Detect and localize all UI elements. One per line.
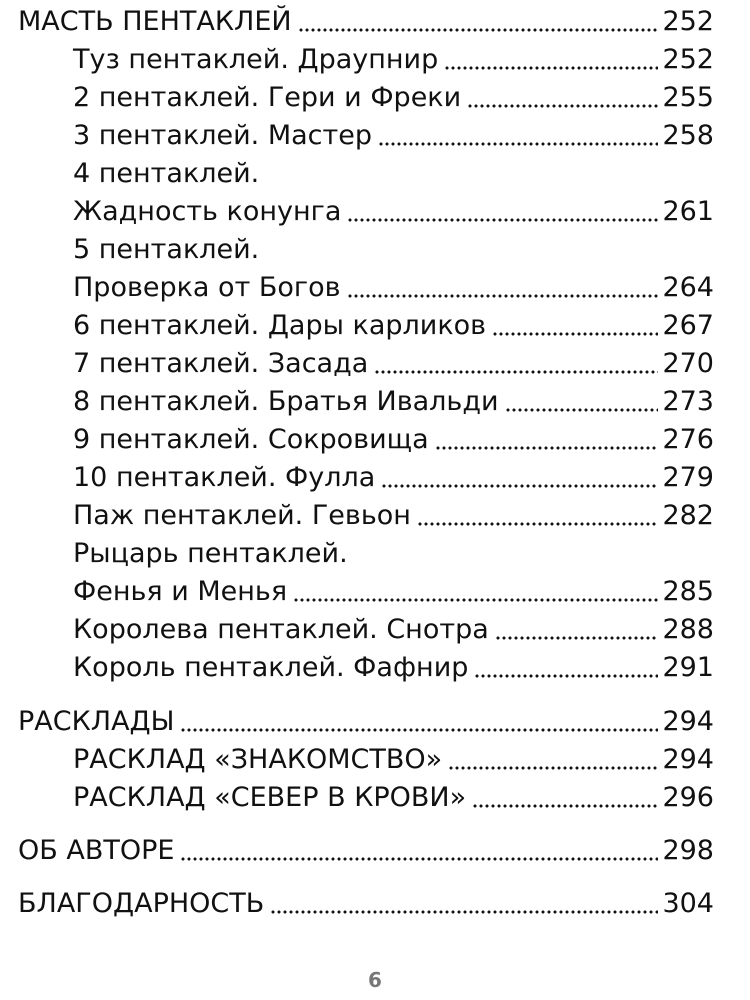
toc-entry-page: 304: [662, 888, 714, 919]
toc-entry-label: 7 пентаклей. Засада: [73, 348, 369, 379]
toc-entry-page: 258: [662, 120, 714, 151]
toc-entry-label: МАСТЬ ПЕНТАКЛЕЙ: [18, 6, 292, 37]
toc-entry-pentacles-suit[interactable]: [18, 3, 714, 41]
toc-entry-label: РАСКЛАД «ЗНАКОМСТВО»: [73, 744, 443, 775]
toc-entry-9-pentacles[interactable]: [73, 421, 714, 459]
toc-entry-2-pentacles[interactable]: [73, 79, 714, 117]
page-number: 6: [368, 968, 382, 992]
toc-entry-knight-pentacles[interactable]: [73, 573, 714, 611]
toc-entry-label: Фенья и Менья: [73, 576, 288, 607]
dot-leader: [492, 332, 658, 336]
dot-leader: [374, 370, 658, 374]
toc-entry-page-pentacles[interactable]: [73, 497, 714, 535]
dot-leader: [378, 142, 658, 146]
dot-leader: [474, 674, 658, 678]
toc-entry-about-author[interactable]: [18, 832, 714, 870]
toc-entry-page: 298: [662, 835, 714, 866]
toc-entry-label: 9 пентаклей. Сокровища: [73, 424, 429, 455]
toc-entry-label: Король пентаклей. Фафнир: [73, 652, 469, 683]
toc-entry-label: Проверка от Богов: [73, 272, 341, 303]
toc-entry-spread-acquaintance[interactable]: [73, 741, 714, 779]
toc-entry-page: 264: [662, 272, 714, 303]
toc-entry-label: РАСКЛАД «СЕВЕР В КРОВИ»: [73, 782, 467, 813]
toc-entry-label: 10 пентаклей. Фулла: [73, 462, 376, 493]
toc-entry-label: Паж пентаклей. Гевьон: [73, 500, 411, 531]
dot-leader: [472, 804, 658, 808]
toc-entry-label: Туз пентаклей. Драупнир: [73, 44, 439, 75]
dot-leader: [347, 294, 659, 298]
toc-entry-7-pentacles[interactable]: [73, 345, 714, 383]
toc-entry-page: 291: [662, 652, 714, 683]
toc-entry-3-pentacles[interactable]: [73, 117, 714, 155]
toc-entry-page: 276: [662, 424, 714, 455]
toc-entry-5-pentacles-line1: 5 пентаклей.: [73, 234, 260, 265]
toc-entry-6-pentacles[interactable]: [73, 307, 714, 345]
dot-leader: [417, 522, 659, 526]
toc-entry-page: 279: [662, 462, 714, 493]
toc-entry-page: 252: [662, 44, 714, 75]
toc-entry-label: 2 пентаклей. Гери и Фреки: [73, 82, 462, 113]
dot-leader: [270, 910, 658, 914]
dot-leader: [444, 66, 658, 70]
toc-entry-label: БЛАГОДАРНОСТЬ: [18, 888, 265, 919]
toc-entry-label: ОБ АВТОРЕ: [18, 835, 175, 866]
dot-leader: [298, 28, 659, 32]
dot-leader: [467, 104, 658, 108]
toc-entry-label: Королева пентаклей. Снотра: [73, 614, 489, 645]
toc-entry-5-pentacles[interactable]: [73, 269, 714, 307]
toc-entry-page: 267: [662, 310, 714, 341]
toc-entry-page: 282: [662, 500, 714, 531]
dot-leader: [505, 408, 659, 412]
toc-entry-king-pentacles[interactable]: [73, 649, 714, 687]
toc-entry-page: 273: [662, 386, 714, 417]
toc-entry-page: 261: [662, 196, 714, 227]
toc-entry-10-pentacles[interactable]: [73, 459, 714, 497]
dot-leader: [347, 218, 658, 222]
toc-entry-label: 6 пентаклей. Дары карликов: [73, 310, 487, 341]
toc-entry-4-pentacles-line1: 4 пентаклей.: [73, 158, 260, 189]
toc-entry-4-pentacles[interactable]: [73, 193, 714, 231]
toc-entry-page: 285: [662, 576, 714, 607]
dot-leader: [180, 857, 658, 861]
toc-entry-page: 288: [662, 614, 714, 645]
toc-entry-ace-pentacles[interactable]: [73, 41, 714, 79]
toc-entry-label: 8 пентаклей. Братья Ивальди: [73, 386, 499, 417]
toc-entry-page: 296: [662, 782, 714, 813]
toc-entry-page: 255: [662, 82, 714, 113]
dot-leader: [448, 766, 658, 770]
toc-entry-page: 294: [662, 706, 714, 737]
toc-entry-acknowledgements[interactable]: [18, 885, 714, 923]
dot-leader: [293, 598, 658, 602]
toc-entry-queen-pentacles[interactable]: [73, 611, 714, 649]
toc-entry-label: 3 пентаклей. Мастер: [73, 120, 373, 151]
toc-entry-spread-north-in-blood[interactable]: [73, 779, 714, 817]
dot-leader: [381, 484, 658, 488]
toc-entry-knight-pentacles-line1: Рыцарь пентаклей.: [73, 538, 348, 569]
dot-leader: [180, 728, 658, 732]
toc-entry-label: Жадность конунга: [73, 196, 342, 227]
toc-entry-page: 270: [662, 348, 714, 379]
toc-entry-page: 252: [662, 6, 714, 37]
toc-entry-page: 294: [662, 744, 714, 775]
toc-entry-spreads[interactable]: [18, 703, 714, 741]
dot-leader: [495, 636, 659, 640]
toc-entry-label: РАСКЛАДЫ: [18, 706, 175, 737]
toc-entry-8-pentacles[interactable]: [73, 383, 714, 421]
dot-leader: [435, 446, 659, 450]
